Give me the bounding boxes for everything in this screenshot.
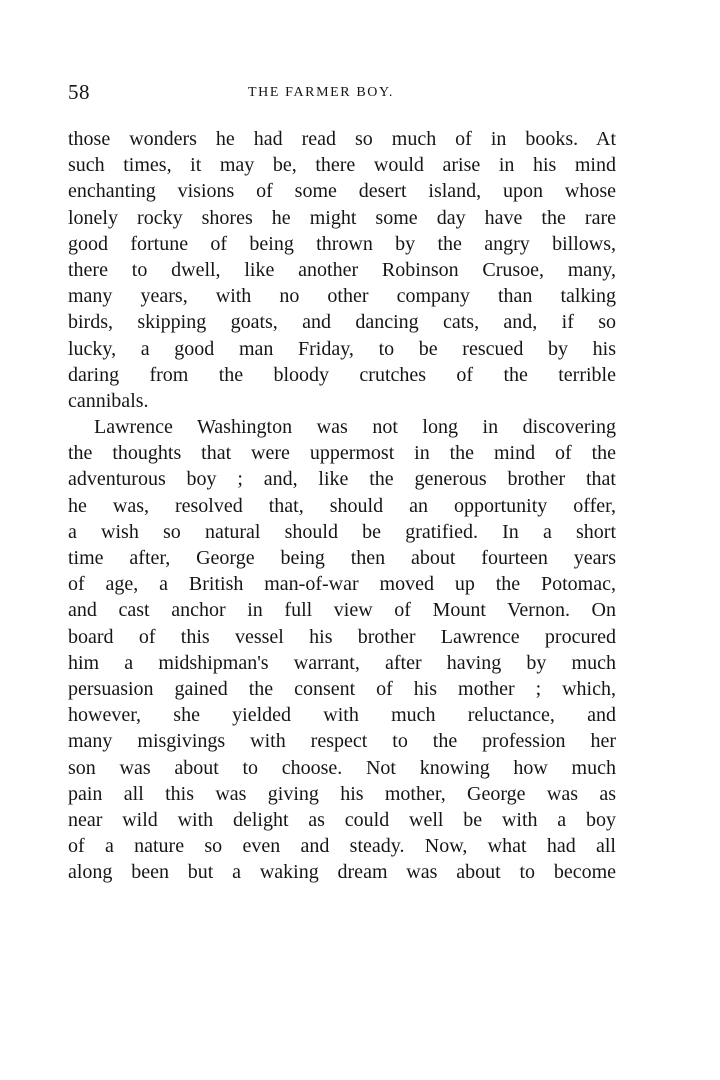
text-line: however, she yielded with much reluctance, and — [68, 704, 616, 727]
text-line: Lawrence Washington was not long in discovering — [94, 416, 616, 439]
text-line: adventurous boy ; and, like the generous brother that — [68, 468, 616, 491]
text-line: lonely rocky shores he might some day have the rare — [68, 206, 616, 229]
text-line: son was about to choose. Not knowing how much — [68, 756, 616, 779]
text-line: him a midshipman's warrant, after having by much — [68, 651, 616, 674]
text-line: lucky, a good man Friday, to be rescued by his — [68, 337, 616, 360]
text-line: a wish so natural should be gratified. In a short — [68, 520, 616, 543]
text-line: along been but a waking dream was about to become — [68, 861, 616, 884]
text-line: he was, resolved that, should an opportunity offer, — [68, 494, 616, 517]
text-line: good fortune of being thrown by the angry billows, — [68, 232, 616, 255]
text-line: many years, with no other company than talking — [68, 285, 616, 308]
text-line: persuasion gained the consent of his mother ; which, — [68, 677, 616, 700]
text-line: time after, George being then about fourteen years — [68, 547, 616, 569]
text-line: daring from the bloody crutches of the terrible — [68, 363, 616, 386]
running-title: THE FARMER BOY. — [248, 85, 395, 100]
text-line: the thoughts that were uppermost in the mind of the — [68, 442, 616, 465]
text-line: cannibals. — [68, 389, 149, 412]
text-line: there to dwell, like another Robinson Crusoe, many, — [68, 258, 616, 281]
text-line: board of this vessel his brother Lawrence procured — [68, 625, 616, 648]
text-line: such times, it may be, there would arise in his mind — [68, 154, 616, 177]
text-line: enchanting visions of some desert island, upon whose — [68, 180, 616, 203]
text-line: those wonders he had read so much of in books. At — [68, 128, 616, 150]
text-line: many misgivings with respect to the profession her — [68, 730, 616, 753]
body-text — [68, 126, 616, 885]
text-line: pain all this was giving his mother, George was as — [68, 782, 616, 805]
page-number: 58 — [68, 80, 90, 104]
page-header — [68, 80, 618, 104]
text-line: birds, skipping goats, and dancing cats, and, if so — [68, 311, 616, 334]
text-line: of a nature so even and steady. Now, what had all — [68, 835, 616, 858]
text-line: of age, a British man-of-war moved up the Potomac, — [68, 573, 616, 596]
text-line: and cast anchor in full view of Mount Vernon. On — [68, 599, 616, 622]
text-line: near wild with delight as could well be with a boy — [68, 808, 616, 831]
